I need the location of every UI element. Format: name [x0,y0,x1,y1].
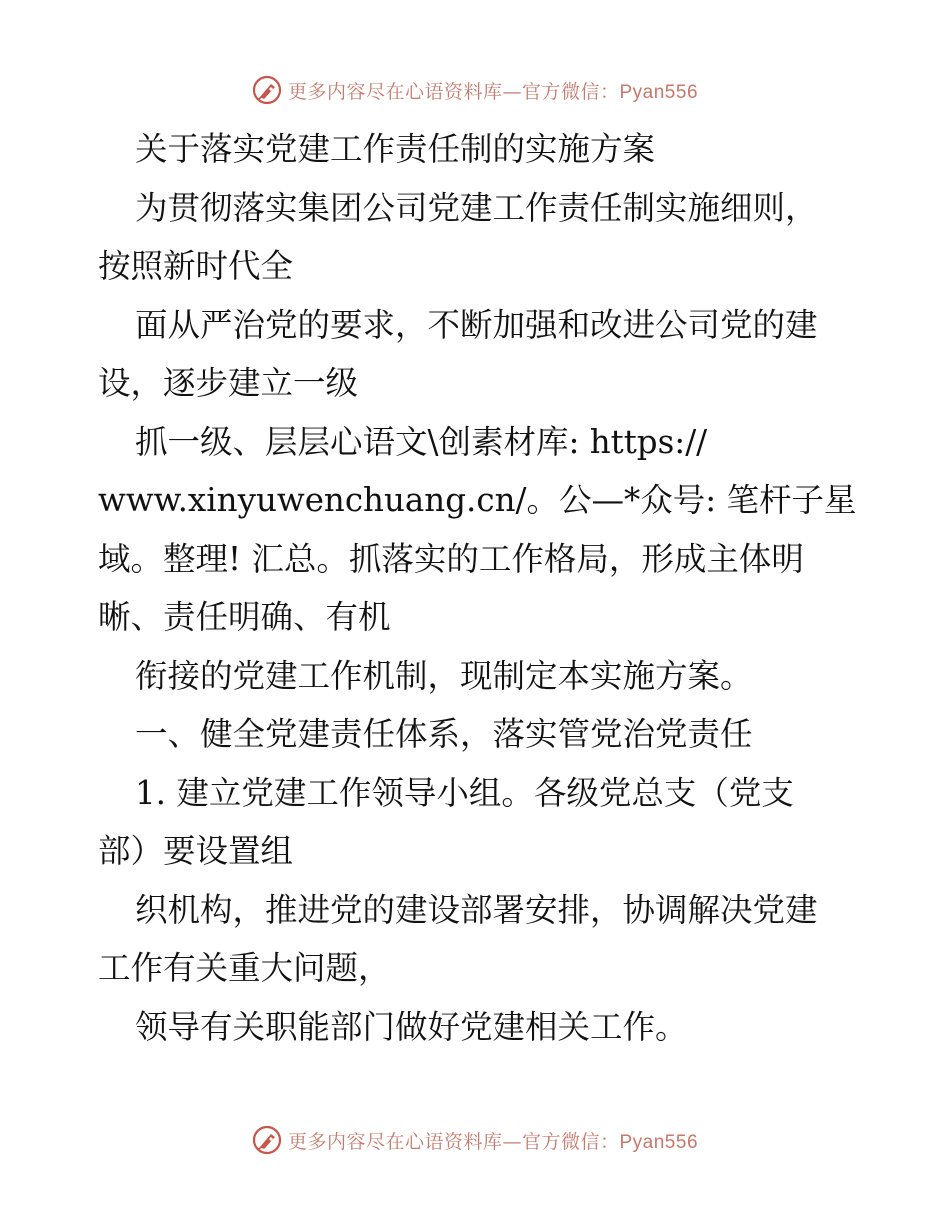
paragraph-line: 部）要设置组 [98,832,294,870]
footer-watermark-text [288,1127,698,1154]
pen-nib-logo-icon [252,75,282,105]
paragraph-line: 抓一级、层层心语文\创素材库: https:// [135,422,708,461]
document-body [98,120,858,1056]
paragraph-line: 领导有关职能部门做好党建相关工作。 [135,1007,688,1046]
paragraph-line: 设，逐步建立一级 [98,364,359,402]
paragraph-line: 晰、责任明确、有机 [98,598,391,636]
pen-nib-logo-icon [252,1125,282,1155]
paragraph-line: 为贯彻落实集团公司党建工作责任制实施细则， [135,188,818,227]
footer-watermark-banner [0,1122,950,1158]
section-heading: 一、健全党建责任体系，落实管党治党责任 [135,715,753,753]
paragraph-line: 域。整理! 汇总。抓落实的工作格局，形成主体明 [98,539,804,578]
header-watermark-text [288,77,698,104]
paragraph-line: 衔接的党建工作机制，现制定本实施方案。 [135,656,753,695]
document-title: 关于落实党建工作责任制的实施方案 [135,130,656,168]
footer-watermark-handle: Pyan556 [619,1131,699,1153]
header-watermark-handle: Pyan556 [619,81,699,103]
header-watermark-label: 更多内容尽在心语资料库—官方微信： [287,80,620,103]
paragraph-line: www.xinyuwenchuang.cn/。公—*众号: 笔杆子星 [98,481,857,519]
paragraph-line: 面从严治党的要求，不断加强和改进公司党的建 [135,305,818,344]
footer-watermark-label: 更多内容尽在心语资料库—官方微信： [287,1130,620,1153]
paragraph-line: 织机构，推进党的建设部署安排，协调解决党建 [135,890,818,929]
paragraph-line: 1. 建立党建工作领导小组。各级党总支（党支 [135,773,794,812]
paragraph-line: 工作有关重大问题， [98,949,391,987]
header-watermark-banner [0,72,950,108]
paragraph-line: 按照新时代全 [98,247,294,285]
